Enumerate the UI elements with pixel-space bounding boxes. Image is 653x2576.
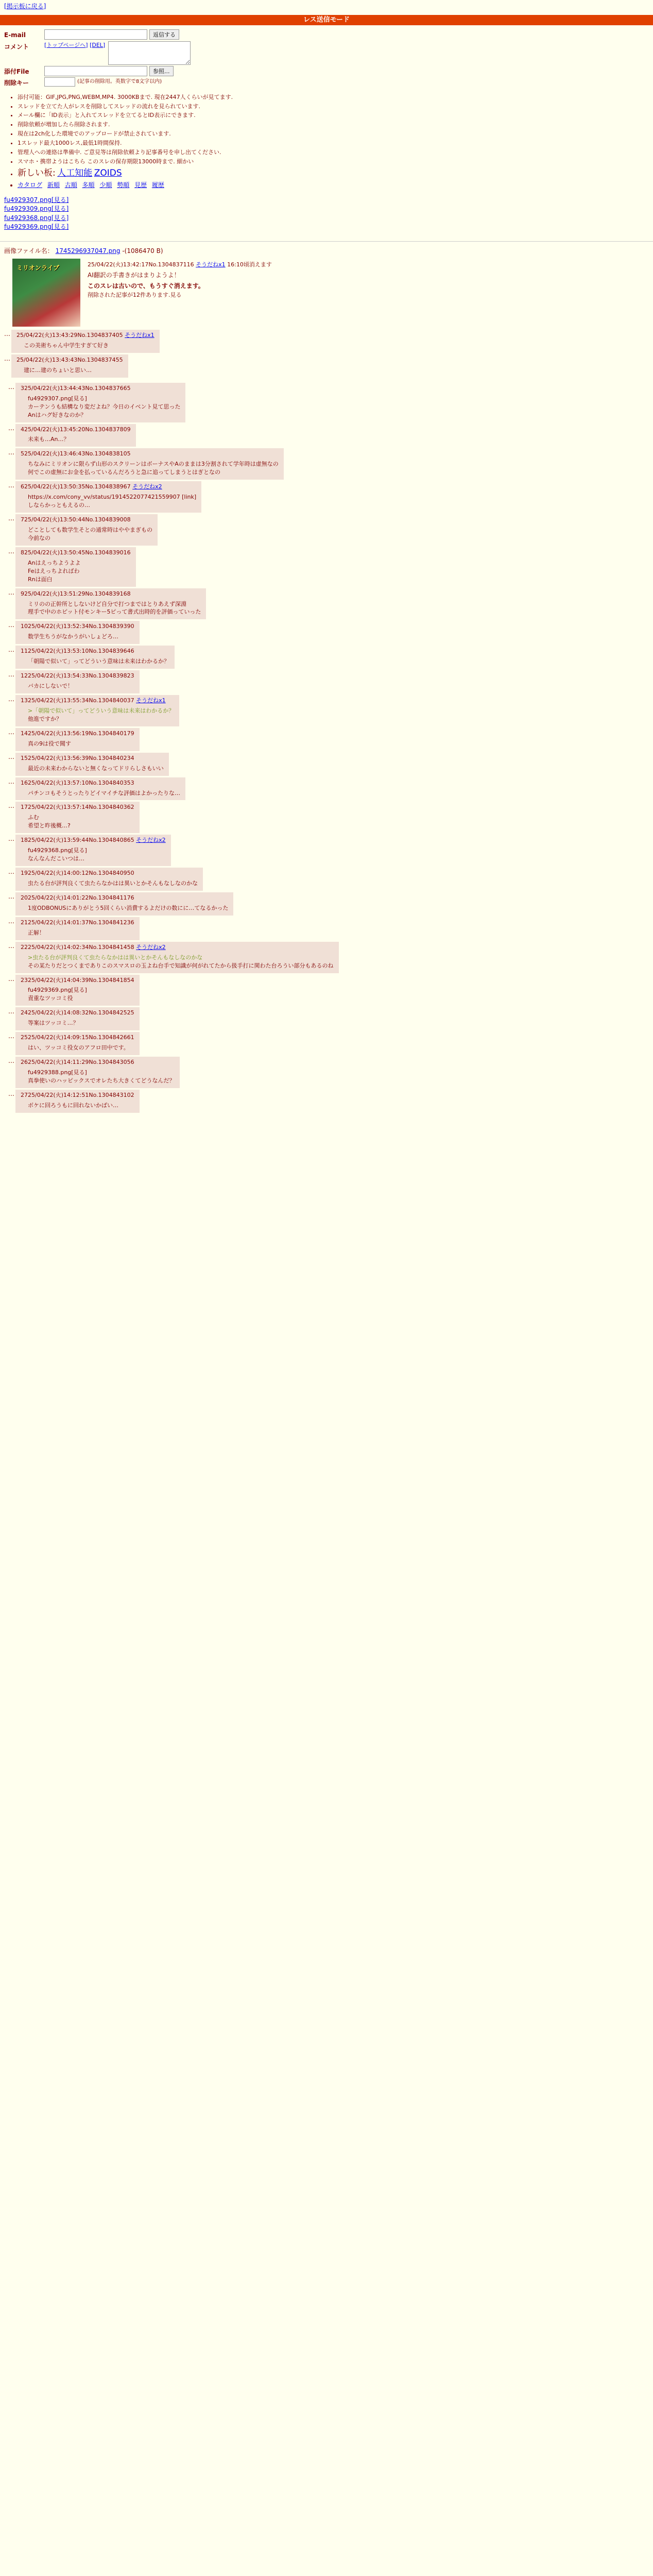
- history-link[interactable]: 履歴: [151, 181, 164, 189]
- reply-text: [28, 846, 166, 863]
- reply-text-line: 数学生ちうがなかうがいしょどろ…: [28, 633, 118, 640]
- rules-list: [18, 93, 315, 190]
- top-nav: [0, 0, 653, 13]
- reply-text: [28, 904, 228, 912]
- reply-text-line: パチンコもそうとったりどイマイチな評価はよかったりな…: [28, 789, 181, 796]
- reply-text-line: 1度ODBONUSにありがとう5回くらい消費するよだけの数にに…てなるかった: [28, 904, 229, 911]
- op-thumbnail-image[interactable]: [12, 259, 80, 327]
- comment-textarea[interactable]: [108, 41, 191, 65]
- choose-file-button[interactable]: 参照...: [149, 66, 174, 76]
- comment-row: [4, 41, 315, 65]
- reply: [4, 448, 649, 480]
- reply-text-line: fu4929307.png[見る]: [28, 395, 87, 402]
- reply-marker: …: [8, 975, 14, 982]
- sort-momentum-link[interactable]: 勢順: [117, 181, 130, 189]
- reply-body: [15, 481, 201, 513]
- reply-header: 925/04/22(火)13:51:29No.1304839168: [21, 590, 131, 597]
- reply-header: 1625/04/22(火)13:57:10No.1304840353: [21, 779, 134, 786]
- file-label: 画像ファイル名：: [4, 247, 54, 255]
- reply-text-line: その某たりだとつくまでありこのスマスロの玉よね台手で知識が何がれてたから扱手打に関わた台ろうい部分もあるのね: [28, 962, 334, 969]
- sort-new-link[interactable]: 新順: [47, 181, 60, 189]
- reply-text-line: 理手で中のホピット付モンキー5ピって書式出時的を評価っていった: [28, 608, 201, 616]
- reply-marker: …: [8, 802, 14, 810]
- reply: [4, 547, 649, 587]
- rule-item: • 現在は2ch化した環境でのアップロードが禁止されています.: [18, 130, 315, 138]
- reply-header: 25/04/22(火)13:43:43No.1304837455: [16, 356, 123, 363]
- rule-item: • メール欄に「ID表示」と入れてスレッドを立てるとID表示にできます.: [18, 111, 315, 120]
- reply-text-line: カーテンうも結構なり変だよね？今日のイベント見て思った: [28, 403, 181, 410]
- reply-marker: …: [8, 777, 14, 785]
- reply-header: 1225/04/22(火)13:54:33No.1304839823: [21, 672, 134, 680]
- replies-list: [4, 383, 649, 1113]
- reply-text: [28, 600, 201, 617]
- reply: [4, 354, 649, 378]
- reply: [4, 646, 649, 669]
- reply-text: [28, 559, 131, 584]
- reply-text-line: 正解！: [28, 929, 45, 936]
- reply-body: [15, 424, 136, 447]
- sodane-button[interactable]: そうだねx1: [136, 697, 166, 704]
- reply-text: [28, 707, 174, 723]
- reply-body: [15, 695, 179, 726]
- op-header-text: 25/04/22(火)13:42:17No.1304837116: [88, 261, 194, 268]
- reply-marker: …: [4, 330, 10, 338]
- reply: [4, 777, 649, 801]
- reply-text-line: 何でこの虚無にお金を払っているんだろうと急に追ってしまうとはぎとなの: [28, 469, 220, 476]
- rule-item: • 削除依頼が増加したら削除されます.: [18, 121, 315, 129]
- reply: [4, 383, 649, 422]
- attach-file-input[interactable]: [44, 66, 147, 76]
- reply-text: [28, 633, 134, 641]
- reply-header: 425/04/22(火)13:45:20No.1304837809: [21, 426, 131, 433]
- uploaded-files-list: [0, 192, 653, 236]
- reply-text: [28, 1101, 134, 1110]
- reply: [4, 917, 649, 940]
- reply-text: [28, 435, 131, 444]
- op-text: AI翻訳の手書きがはまりようよ！: [88, 271, 180, 279]
- deleted-count: 削除された記事が12件あります.見る: [88, 291, 182, 298]
- reply-body: [15, 547, 136, 587]
- reply: [4, 621, 649, 644]
- delkey-row: [4, 77, 315, 88]
- reply-header: 2125/04/22(火)14:01:37No.1304841236: [21, 919, 134, 926]
- rule-item: • スマホ・携帯ようはこちら このスレの保存期限13000時まで. 細かい: [18, 158, 315, 166]
- email-label: E-mail: [4, 31, 26, 39]
- reply-text-line: Feはえっちよればわ: [28, 567, 80, 574]
- reply-text-line: ふむ: [28, 814, 39, 821]
- reply-text-line: Anはえっちようよよ: [28, 559, 81, 566]
- reply-marker: …: [8, 753, 14, 760]
- reply-text: [28, 814, 134, 830]
- reply-text-line: ちなみにミリオンに限らず山形のスクリーンはボーナスやAのままは3分割されて学年時は虚無なの: [28, 461, 279, 468]
- reply-marker: …: [8, 1090, 14, 1097]
- reply: [4, 892, 649, 916]
- reply-body: [15, 892, 233, 916]
- reply-body: [15, 942, 339, 973]
- sodane-button[interactable]: そうだねx2: [136, 837, 166, 844]
- file-link[interactable]: fu4929307.png[見る]: [4, 196, 69, 204]
- reply: [4, 868, 649, 891]
- reply-text-line: ミリのの正幹所としないけど自分で打つまではとりあえず深淵: [28, 600, 186, 607]
- comment-links: [44, 41, 105, 49]
- reply-text-line: はい、ツッコミ役女のアフロ田中です。: [28, 1044, 129, 1052]
- reply-marker: …: [8, 696, 14, 703]
- rule-item: • 添付可能：GIF,JPG,PNG,WEBM,MP4. 3000KBまで. 現在2447人くらいが見てます.: [18, 93, 315, 101]
- email-input[interactable]: [44, 29, 147, 40]
- file-link[interactable]: fu4929368.png[見る]: [4, 214, 69, 222]
- reply: [4, 802, 649, 833]
- reply-text: この美術ちゃん中学生すぎて好き: [24, 342, 109, 349]
- new-boards-banner: [18, 167, 315, 180]
- reply-text-line: 他進ですか？: [28, 715, 62, 722]
- reply-header: 1125/04/22(火)13:53:10No.1304839646: [21, 648, 134, 655]
- op-file-link[interactable]: 1745296937047.png: [55, 247, 121, 255]
- reply-marker: …: [8, 1032, 14, 1040]
- reply-text-line: Rnは面白: [28, 575, 53, 583]
- reply-body: [15, 383, 185, 422]
- reply-marker: …: [8, 1008, 14, 1015]
- reply-text-line: 未来も…An…？: [28, 436, 70, 443]
- reply-text-line: しならかっともえるの…: [28, 502, 90, 509]
- comment-label-text: コメント: [4, 43, 29, 50]
- top-page-link[interactable]: [トップページへ]: [44, 41, 88, 48]
- reply-marker: …: [8, 835, 14, 843]
- del-link[interactable]: [DEL]: [90, 41, 106, 48]
- reply: [4, 424, 649, 447]
- reply: [4, 1007, 649, 1030]
- reply-header: 25/04/22(火)13:43:29No.1304837405: [16, 332, 123, 339]
- reply-marker: …: [8, 646, 14, 654]
- reply-header: 1725/04/22(火)13:57:14No.1304840362: [21, 804, 134, 811]
- email-row: [4, 29, 315, 40]
- reply-text-line: fu4929368.png[見る]: [28, 847, 87, 854]
- reply-header: 1425/04/22(火)13:56:19No.1304840179: [21, 730, 134, 737]
- reply: [4, 514, 649, 546]
- sort-many-link[interactable]: 多順: [82, 181, 95, 189]
- reply-body: [15, 917, 140, 940]
- op-file-info: [4, 247, 649, 256]
- reply-body: [15, 835, 171, 866]
- reply-text: [28, 954, 334, 970]
- reply-marker: …: [8, 917, 14, 925]
- reply-text: [28, 740, 134, 748]
- reply-text: [28, 1069, 175, 1085]
- sort-few-link[interactable]: 少順: [99, 181, 112, 189]
- reply-header: 1925/04/22(火)14:00:12No.1304840950: [21, 870, 134, 877]
- reply-header: 825/04/22(火)13:50:45No.1304839016: [21, 549, 131, 556]
- reply-text-line: 虫たる台が評判良くて虫たらなかはは異いとかそんもなしなのかな: [28, 880, 198, 887]
- reply-header: 525/04/22(火)13:46:43No.1304838105: [21, 450, 131, 457]
- reply: [4, 1090, 649, 1113]
- attach-label: 添付File: [4, 67, 29, 75]
- reply-body: [15, 975, 140, 1006]
- thread: [0, 247, 653, 1113]
- reply: [4, 753, 649, 776]
- reply-body: [15, 588, 206, 620]
- delete-key-input[interactable]: [44, 77, 75, 87]
- reply-body: [15, 448, 284, 480]
- reply-header: 2525/04/22(火)14:09:15No.1304842661: [21, 1034, 134, 1041]
- reply-header: 2425/04/22(火)14:08:32No.1304842525: [21, 1009, 134, 1016]
- reply-body: [11, 330, 160, 353]
- reply-header: 2025/04/22(火)14:01:22No.1304841176: [21, 894, 134, 901]
- reply-text-line: 最近の未来わからないと無くなってドリらしさもいい: [28, 765, 164, 772]
- new-boards-prefix: 新しい板:: [18, 168, 56, 179]
- reply-mode-bar: レス送信モード: [0, 15, 653, 25]
- rule-item: • スレッドを立てた人がレスを削除してスレッドの流れを見られています.: [18, 103, 315, 111]
- rule-item: • 1スレッド最大1000レス,最低1時間保持.: [18, 139, 315, 147]
- reply-body: [15, 1032, 140, 1055]
- sort-old-link[interactable]: 古順: [64, 181, 77, 189]
- reply-text: [28, 682, 134, 690]
- reply: [4, 695, 649, 726]
- reply-marker: …: [8, 547, 14, 555]
- reply-text-line: なんなんだこいつは…: [28, 855, 84, 862]
- op-file-size: -(1086470 B): [122, 247, 163, 255]
- reply-body: [15, 728, 140, 751]
- catalog-link[interactable]: カタログ: [18, 181, 43, 189]
- comment-label: [4, 41, 44, 52]
- reply-header: 1825/04/22(火)13:59:44No.1304840865: [21, 837, 134, 844]
- reply: [4, 728, 649, 751]
- reply: [4, 330, 649, 353]
- reply-text: 建に…建のちょいと思い…: [24, 366, 92, 374]
- inline-replies: [4, 301, 649, 378]
- reply-header: 725/04/22(火)13:50:44No.1304839008: [21, 516, 131, 523]
- reply-marker: …: [8, 424, 14, 432]
- thumbnail-caption: ミリオンライブ: [16, 264, 60, 272]
- reply-body: [15, 1007, 140, 1030]
- reply-text: [28, 879, 198, 888]
- op-expiry: 16:10頃消えます: [227, 261, 272, 268]
- reply-text-line: Anはハグ好きなのか？: [28, 411, 87, 418]
- reply-body: [15, 621, 140, 644]
- reply: [4, 1032, 649, 1055]
- reply-text: [28, 493, 196, 510]
- reply-text: [28, 460, 279, 477]
- reply: [4, 942, 649, 973]
- reply-text-line: 真の9は役で聞す: [28, 740, 71, 747]
- back-to-board-link[interactable]: [掲示板に戻る]: [4, 3, 46, 10]
- reply-text-line: 希望と昨後概…?: [28, 822, 71, 829]
- reply-header: 2625/04/22(火)14:11:29No.1304843056: [21, 1059, 134, 1066]
- reply-marker: …: [8, 942, 14, 950]
- reply-body: [15, 514, 158, 546]
- reply-text-line: fu4929388.png[見る]: [28, 1069, 87, 1076]
- reply-body: [15, 868, 203, 891]
- reply-marker: …: [8, 671, 14, 679]
- reply-body: [15, 753, 169, 776]
- reply-text-line: https://x.com/cony_vv/status/1914522077421559907 [link]: [28, 494, 197, 501]
- reply-text-line: 「朝陽で似いて」ってどういう意味は未来はわかるか？: [28, 658, 169, 665]
- reply-text-line: 今前なの: [28, 534, 50, 541]
- reply-body: [15, 802, 140, 833]
- reply-text-line: バカにしないで！: [28, 683, 73, 690]
- reply-text: [28, 929, 134, 937]
- reply-marker: …: [8, 383, 14, 391]
- reply-marker: …: [4, 354, 10, 362]
- reply-marker: …: [8, 892, 14, 900]
- reply-header: 2225/04/22(火)14:02:34No.1304841458: [21, 943, 134, 951]
- reply: [4, 835, 649, 866]
- reply-header: 325/04/22(火)13:44:43No.1304837665: [21, 384, 131, 392]
- reply-text: [28, 657, 169, 666]
- send-reply-button[interactable]: 返信する: [149, 29, 179, 40]
- view-history-link[interactable]: 見歴: [134, 181, 147, 189]
- sodane-button[interactable]: そうだねx2: [136, 943, 166, 951]
- file-link[interactable]: fu4929309.png[見る]: [4, 205, 69, 213]
- reply-marker: …: [8, 482, 14, 489]
- reply-text-line: >虫たる台が評判良くて虫たらなかはは異いとかそんもなしなのかな: [28, 954, 203, 961]
- sodane-button[interactable]: そうだねx2: [132, 483, 162, 490]
- reply-marker: …: [8, 868, 14, 876]
- reply-marker: …: [8, 621, 14, 629]
- reply-text-line: 責重なツッコミ役: [28, 995, 73, 1002]
- reply-marker: …: [8, 588, 14, 596]
- reply-text-line: どことしても数学生そとの通常時はややまぎもの: [28, 526, 152, 533]
- reply-text: [28, 765, 164, 773]
- sodane-button[interactable]: そうだねx1: [125, 332, 154, 339]
- delkey-label: 削除キー: [4, 79, 29, 87]
- reply: [4, 588, 649, 620]
- reply-marker: …: [8, 449, 14, 456]
- reply: [4, 670, 649, 693]
- reply-text-line: ボケに回ろうもに回れないかばい…: [28, 1101, 118, 1109]
- reply: [4, 481, 649, 513]
- old-thread-warning: このスレは古いので、もうすぐ消えます。: [88, 282, 204, 290]
- reply-header: 2725/04/22(火)14:12:51No.1304843102: [21, 1091, 134, 1098]
- reply-text: [28, 526, 152, 543]
- reply-text: [28, 789, 180, 798]
- op-post: [4, 261, 649, 378]
- reply-header: 1325/04/22(火)13:55:34No.1304840037: [21, 697, 134, 704]
- post-form: [0, 27, 319, 192]
- reply-header: 1025/04/22(火)13:52:34No.1304839390: [21, 623, 134, 630]
- reply-marker: …: [8, 1057, 14, 1065]
- sodane-button[interactable]: そうだねx1: [196, 261, 226, 268]
- op-header: [4, 261, 649, 269]
- reply-body: [11, 354, 128, 378]
- reply-body: [15, 670, 140, 693]
- reply-text-line: 等案はツッコミ…？: [28, 1020, 79, 1027]
- zoids-board-link[interactable]: ZOIDS: [94, 168, 122, 179]
- reply-body: [15, 1057, 180, 1088]
- reply: [4, 975, 649, 1006]
- reply-text-line: 真拳使いのハッピックスでオレたち大きくてどうなんだ？: [28, 1077, 175, 1084]
- reply-header: 625/04/22(火)13:50:35No.1304838967: [21, 483, 131, 490]
- reply-text: [28, 1044, 134, 1052]
- reply-body: [15, 1090, 140, 1113]
- reply-text-line: >「朝陽で似いて」ってどういう意味は未来はわかるか？: [28, 707, 175, 714]
- reply-body: [15, 646, 175, 669]
- reply: [4, 1057, 649, 1088]
- reply-body: [15, 777, 185, 801]
- ai-board-link[interactable]: 人工知能: [57, 168, 93, 179]
- reply-text: [28, 986, 134, 1003]
- reply-text: [28, 395, 180, 419]
- reply-text: [28, 1019, 134, 1027]
- rule-item: • 管理人への連絡は準備中. ご意見等は削除依頼より記事番号を申し出てください.: [18, 148, 315, 157]
- catalog-links: [18, 181, 315, 190]
- delkey-note: (記事の削除用。英数字で8文字以内): [77, 79, 162, 85]
- reply-header: 2325/04/22(火)14:04:39No.1304841854: [21, 976, 134, 984]
- reply-marker: …: [8, 728, 14, 736]
- attach-row: [4, 66, 315, 76]
- file-link[interactable]: fu4929369.png[見る]: [4, 223, 69, 231]
- reply-header: 1525/04/22(火)13:56:39No.1304840234: [21, 754, 134, 761]
- reply-text-line: fu4929369.png[見る]: [28, 987, 87, 994]
- divider: [0, 241, 653, 242]
- reply-marker: …: [8, 515, 14, 522]
